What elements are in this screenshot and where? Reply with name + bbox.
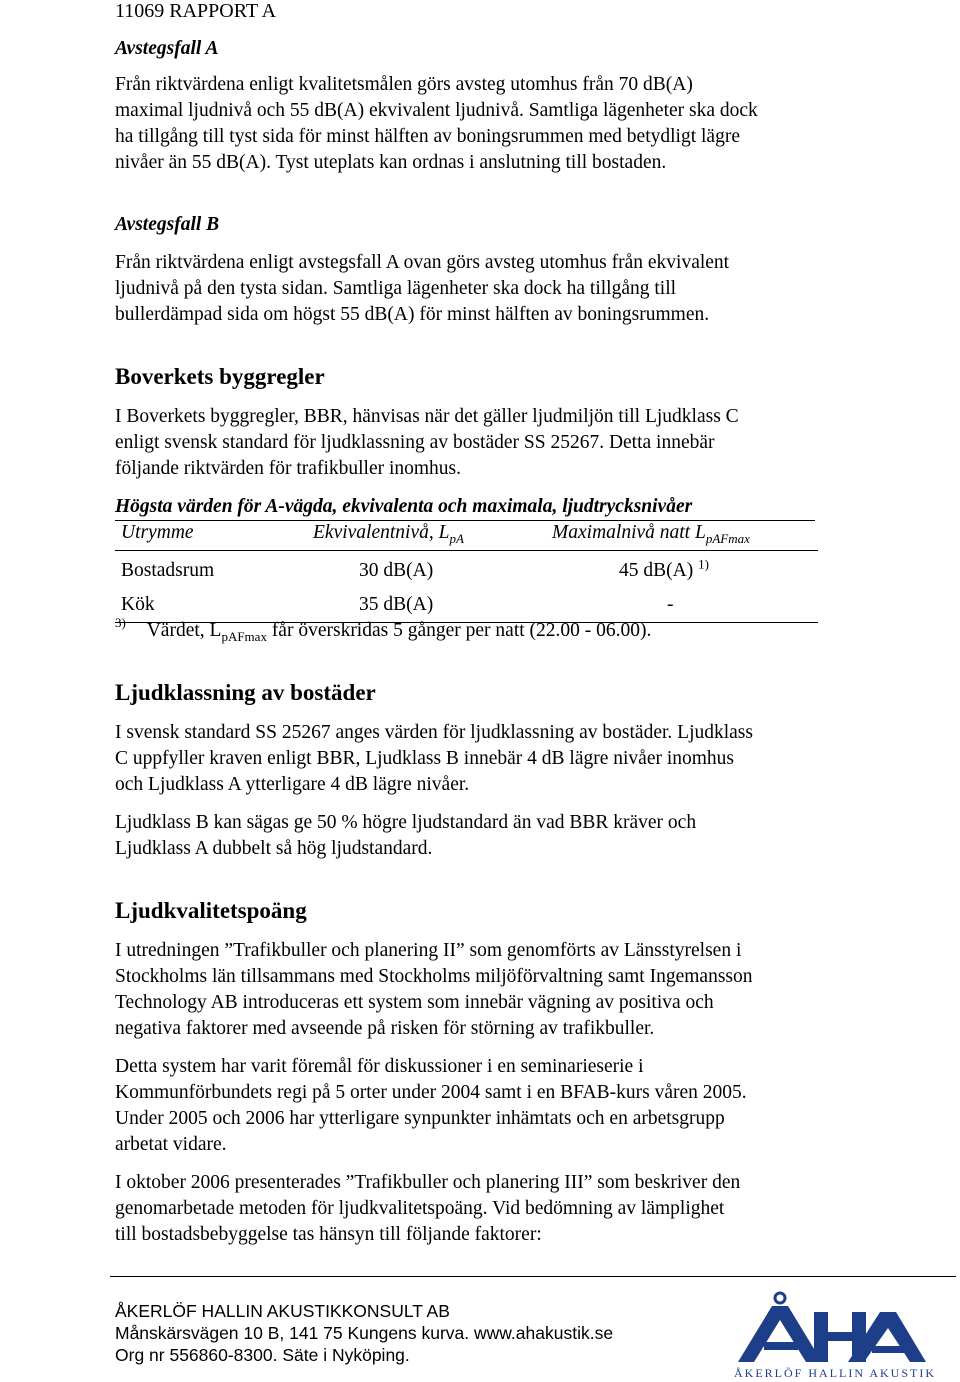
- table-footnote: [115, 614, 652, 644]
- footnote-text-b: får överskridas 5 gånger per natt (22.00 - 06.00).: [266, 620, 652, 641]
- text-line: till bostadsbebyggelse tas hänsyn till följande faktorer:: [115, 1224, 542, 1245]
- text-line: enligt svensk standard för ljudklassning av bostäder SS 25267. Detta innebär: [115, 432, 715, 453]
- text-line: I utredningen ”Trafikbuller och planering II” som genomförts av Länsstyrelsen i: [115, 940, 742, 961]
- text-line: C uppfyller kraven enligt BBR, Ljudklass B innebär 4 dB lägre nivåer inomhus: [115, 748, 735, 769]
- cell-room: Kök: [121, 594, 155, 615]
- boverket-heading: Boverkets byggregler: [115, 364, 325, 389]
- footnote-marker: 3): [115, 614, 126, 630]
- text-line: arbetat vidare.: [115, 1134, 227, 1155]
- cell-max: [619, 556, 709, 582]
- text-line: Detta system har varit föremål för diskussioner i en seminarieserie i: [115, 1056, 644, 1077]
- table-row: [115, 594, 818, 623]
- text-line: följande riktvärden för trafikbuller inomhus.: [115, 458, 462, 479]
- ljudkvalitet-heading: Ljudkvalitetspoäng: [115, 898, 307, 923]
- ljudkvalitet-paragraph-1: [115, 938, 875, 1042]
- text-line: nivåer än 55 dB(A). Tyst uteplats kan ordnas i anslutning till bostaden.: [115, 152, 667, 173]
- text-line: och Ljudklass A ytterligare 4 dB lägre nivåer.: [115, 774, 470, 795]
- cell-max: -: [667, 594, 674, 615]
- text-line: negativa faktorer med avseende på risken för störning av trafikbuller.: [115, 1018, 655, 1039]
- avstegsfall-a-heading: Avstegsfall A: [115, 38, 219, 59]
- text-line: Ljudklass A dubbelt så hög ljudstandard.: [115, 838, 433, 859]
- footer-org: Org nr 556860-8300. Säte i Nyköping.: [115, 1345, 410, 1365]
- footer-company: ÅKERLÖF HALLIN AKUSTIKKONSULT AB: [115, 1301, 450, 1321]
- text-line: Under 2005 och 2006 har ytterligare synpunkter inhämtats och en arbetsgrupp: [115, 1108, 725, 1129]
- col-header-max-sub: pAFmax: [705, 530, 750, 546]
- text-line: I Boverkets byggregler, BBR, hänvisas när det gäller ljudmiljön till Ljudklass C: [115, 406, 739, 427]
- table-title: Högsta värden för A-vägda, ekvivalenta och maximala, ljudtrycksnivåer: [115, 496, 815, 521]
- text-line: Stockholms län tillsammans med Stockholms miljöförvaltning samt Ingemansson: [115, 966, 753, 987]
- text-line: I svensk standard SS 25267 anges värden för ljudklassning av bostäder. Ljudklass: [115, 722, 753, 743]
- text-line: Från riktvärdena enligt avstegsfall A ovan görs avsteg utomhus från ekvivalent: [115, 252, 730, 273]
- col-header-equivalent-sub: pA: [449, 530, 464, 546]
- footnote-text-a: Värdet, L: [146, 620, 222, 641]
- text-line: ljudnivå på den tysta sidan. Samtliga lägenheter ska dock ha tillgång till: [115, 278, 677, 299]
- col-header-max: [552, 522, 750, 544]
- text-line: ha tillgång till tyst sida för minst hälften av boningsrummen med betydligt lägre: [115, 126, 740, 147]
- cell-max-footnote: 1): [698, 556, 709, 572]
- cell-equivalent: 30 dB(A): [359, 560, 434, 581]
- text-line: Ljudklass B kan sägas ge 50 % högre ljudstandard än vad BBR kräver och: [115, 812, 697, 833]
- ljudkvalitet-paragraph-2: [115, 1054, 875, 1158]
- ljudklassning-heading: Ljudklassning av bostäder: [115, 680, 376, 705]
- cell-room: Bostadsrum: [121, 560, 215, 581]
- page-header: 11069 RAPPORT A: [115, 0, 277, 22]
- text-line: Kommunförbundets regi på 5 orter under 2004 samt i en BFAB-kurs våren 2005.: [115, 1082, 747, 1103]
- ljudkvalitet-paragraph-3: [115, 1170, 875, 1248]
- table-header-row: [115, 522, 818, 551]
- text-line: bullerdämpad sida om högst 55 dB(A) för minst hälften av boningsrummen.: [115, 304, 710, 325]
- avstegsfall-b-paragraph: [115, 250, 875, 328]
- avstegsfall-a-paragraph: [115, 72, 875, 176]
- avstegsfall-b-heading: Avstegsfall B: [115, 214, 220, 235]
- col-header-room: Utrymme: [121, 522, 194, 543]
- footer-divider: [110, 1276, 956, 1277]
- boverket-paragraph: [115, 404, 875, 482]
- col-header-max-text: Maximalnivå natt L: [552, 522, 706, 543]
- logo-wordmark: ÅKERLÖF HALLIN AKUSTIK: [734, 1366, 936, 1380]
- text-line: Från riktvärdena enligt kvalitetsmålen görs avsteg utomhus från 70 dB(A): [115, 74, 693, 95]
- cell-max-text: 45 dB(A): [619, 560, 694, 581]
- text-line: genomarbetade metoden för ljudkvalitetspoäng. Vid bedömning av lämplighet: [115, 1198, 725, 1219]
- text-line: maximal ljudnivå och 55 dB(A) ekvivalent ljudnivå. Samtliga lägenheter ska dock: [115, 100, 758, 121]
- ljudklassning-paragraph-2: [115, 810, 875, 862]
- table-row: [115, 556, 818, 586]
- ljudklassning-paragraph-1: [115, 720, 875, 798]
- col-header-equivalent-text: Ekvivalentnivå, L: [313, 522, 450, 543]
- text-line: Technology AB introduceras ett system som innebär vägning av positiva och: [115, 992, 714, 1013]
- col-header-equivalent: [313, 522, 464, 544]
- cell-equivalent: 35 dB(A): [359, 594, 434, 615]
- text-line: I oktober 2006 presenterades ”Trafikbuller och planering III” som beskriver den: [115, 1172, 741, 1193]
- footer-address: Månskärsvägen 10 B, 141 75 Kungens kurva. www.ahakustik.se: [115, 1323, 614, 1343]
- footnote-sub: pAFmax: [221, 628, 267, 644]
